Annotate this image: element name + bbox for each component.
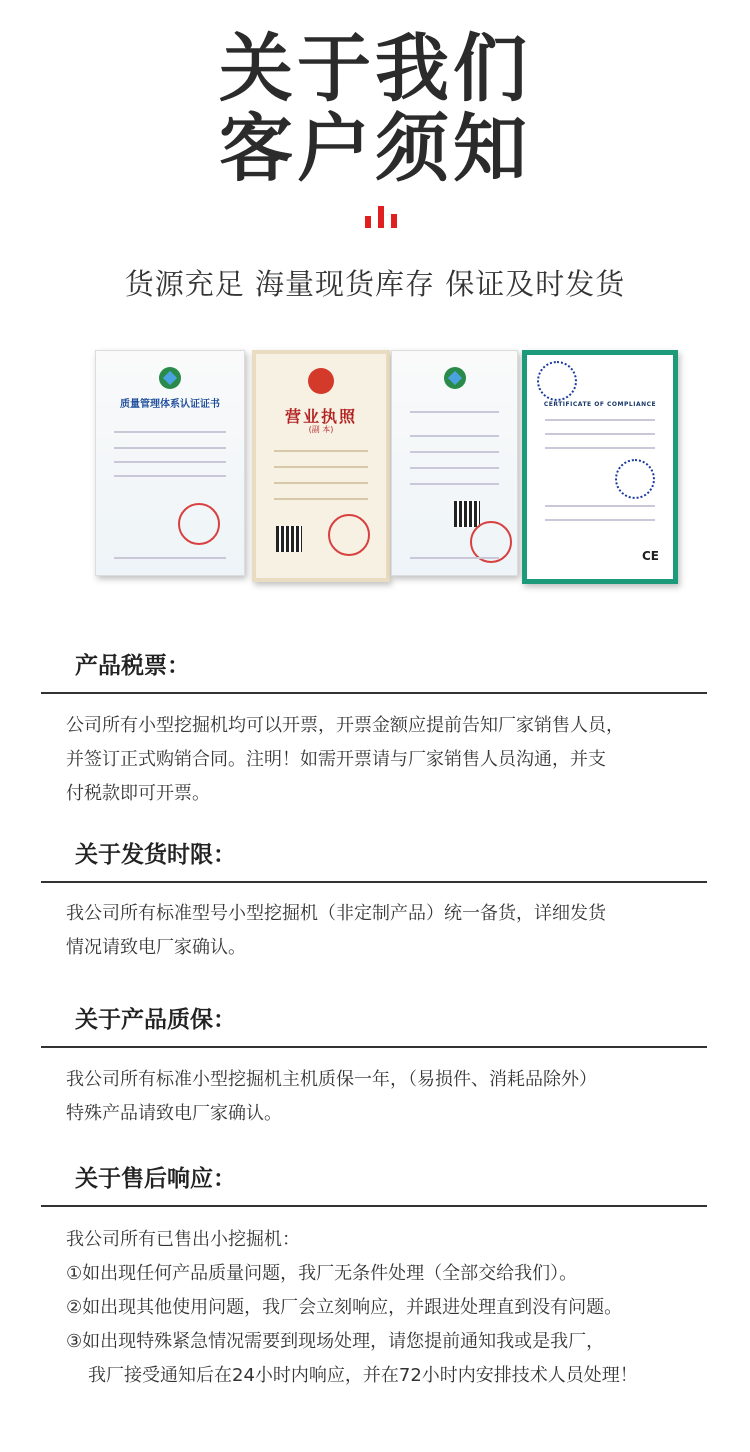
accent-bars-icon <box>361 202 401 228</box>
section-body-tax-invoice: 公司所有小型挖掘机均可以开票，开票金额应提前告知厂家销售人员， 并签订正式购销合同。注明！如需开票请与厂家销售人员沟通，并支 付税款即可开票。 <box>66 715 624 804</box>
business-license <box>252 350 390 582</box>
page-title-line1: 关于我们 <box>219 26 531 112</box>
eu-stars-icon <box>537 361 577 401</box>
certificate-of-compliance <box>522 350 678 584</box>
section-heading-after-sales: 关于售后响应： <box>75 1166 236 1192</box>
certificate-logo-icon <box>444 367 466 389</box>
license-subheading: (副 本) <box>308 425 334 434</box>
certificate-heading: 质量管理体系认证证书 <box>120 399 220 410</box>
certificates-gallery <box>95 350 670 578</box>
divider <box>41 1205 707 1207</box>
qr-code-icon <box>276 526 302 552</box>
divider <box>41 1046 707 1048</box>
red-seal-icon <box>328 514 370 556</box>
compliance-heading: CERTIFICATE OF COMPLIANCE <box>543 401 657 408</box>
divider <box>41 692 707 694</box>
management-system-certificate <box>391 350 518 576</box>
qr-code-icon <box>454 501 480 527</box>
subtitle: 货源充足 海量现货库存 保证及时发货 <box>124 267 626 301</box>
divider <box>41 881 707 883</box>
section-body-after-sales: 我公司所有已售出小挖掘机： ①如出现任何产品质量问题，我厂无条件处理（全部交给我们）。 ②如出现其他使用问题，我厂会立刻响应，并跟进处理直到没有问题。 ③如出现特殊紧急情况需要到现场处理，请您提前通知我或是我厂， 我厂接受通知后在24小时内响应，并在72小时内安排技术人员处理！ <box>66 1229 638 1386</box>
certificate-logo-icon <box>159 367 181 389</box>
section-heading-warranty: 关于产品质保： <box>75 1007 236 1033</box>
national-emblem-icon <box>308 368 334 394</box>
section-body-shipping-time: 我公司所有标准型号小型挖掘机（非定制产品）统一备货，详细发货 情况请致电厂家确认。 <box>66 903 606 958</box>
page-title-line2: 客户须知 <box>219 106 531 192</box>
section-body-warranty: 我公司所有标准小型挖掘机主机质保一年，（易损件、消耗品除外） 特殊产品请致电厂家确认。 <box>66 1069 597 1124</box>
license-heading: 营业执照 <box>284 407 357 426</box>
eu-stars-icon <box>615 459 655 499</box>
quality-management-certificate <box>95 350 245 576</box>
section-heading-shipping-time: 关于发货时限： <box>75 842 236 868</box>
ce-mark: CE <box>641 549 659 563</box>
red-seal-icon <box>178 503 220 545</box>
section-heading-tax-invoice: 产品税票： <box>75 653 190 679</box>
